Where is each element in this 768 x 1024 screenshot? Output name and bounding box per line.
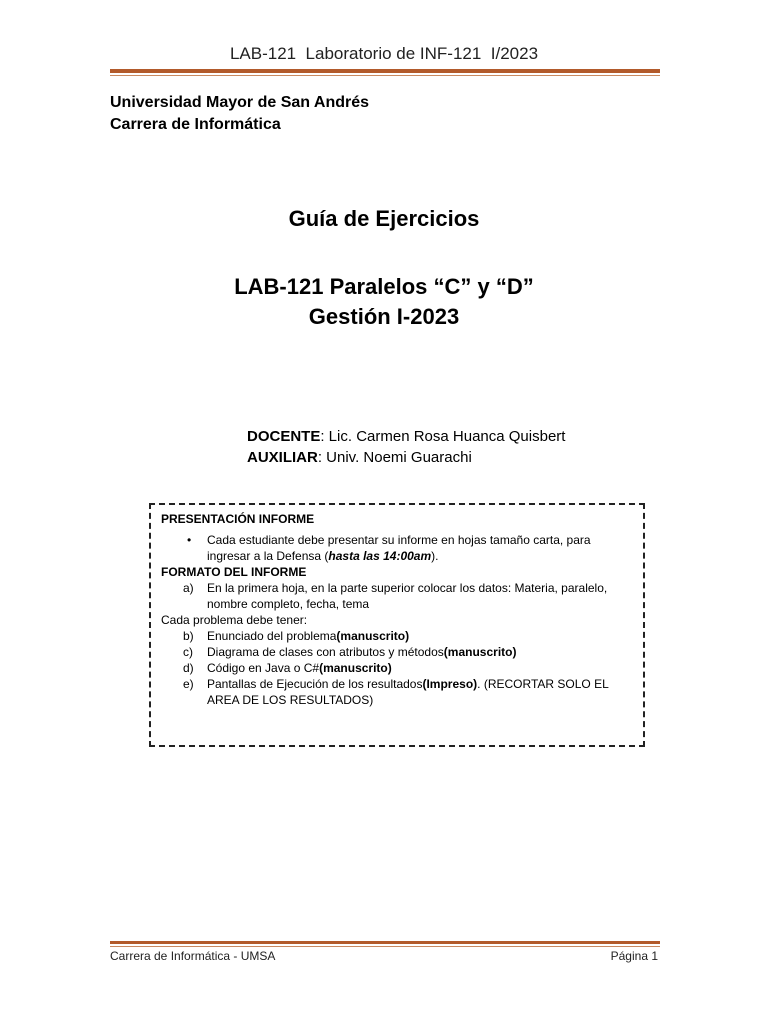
footer-page-number: Página 1 bbox=[610, 949, 658, 963]
format-item-a bbox=[161, 580, 633, 612]
assistant-name: : Univ. Noemi Guarachi bbox=[317, 449, 472, 466]
institution-block bbox=[110, 92, 369, 136]
list-item-bold: (manuscrito) bbox=[336, 629, 410, 643]
footer-rule-thick bbox=[110, 941, 660, 944]
list-item-bold: (manuscrito) bbox=[443, 645, 517, 659]
teacher-name: : Lic. Carmen Rosa Huanca Quisbert bbox=[320, 428, 566, 445]
footer-rule-thin bbox=[110, 946, 660, 947]
list-item bbox=[161, 628, 633, 644]
problem-intro: Cada problema debe tener: bbox=[161, 613, 308, 627]
list-item-marker: d) bbox=[183, 661, 194, 675]
teacher-label: DOCENTE bbox=[247, 428, 321, 445]
career-name: Carrera de Informática bbox=[110, 116, 281, 133]
presentation-deadline: hasta las 14:00am bbox=[328, 549, 432, 563]
format-heading: FORMATO DEL INFORME bbox=[161, 565, 307, 579]
course-title-block bbox=[0, 272, 768, 332]
list-item-marker: b) bbox=[183, 629, 194, 643]
term-line: Gestión I-2023 bbox=[308, 304, 460, 329]
assistant-row bbox=[247, 447, 565, 468]
format-item-a-marker: a) bbox=[183, 581, 194, 595]
footer-career: Carrera de Informática - UMSA bbox=[110, 949, 276, 963]
list-item-text: Enunciado del problema bbox=[207, 629, 337, 643]
presentation-item bbox=[161, 532, 633, 564]
header-title: LAB-121 Laboratorio de INF-121 I/2023 bbox=[229, 44, 539, 63]
bullet-icon: • bbox=[187, 533, 192, 547]
presentation-heading: PRESENTACIÓN INFORME bbox=[161, 512, 315, 526]
list-item-bold: (manuscrito) bbox=[319, 661, 392, 675]
list-item bbox=[161, 676, 633, 708]
assistant-label: AUXILIAR bbox=[247, 449, 318, 466]
list-item bbox=[161, 644, 633, 660]
list-item-marker: e) bbox=[183, 677, 194, 691]
list-item-text: Pantallas de Ejecución de los resultados bbox=[207, 677, 423, 691]
teacher-row bbox=[247, 426, 565, 447]
report-instructions-box bbox=[149, 503, 645, 747]
list-item-marker: c) bbox=[183, 645, 193, 659]
format-item-a-text: En la primera hoja, en la parte superior colocar los datos: Materia, paralelo, nombre completo, fecha, tema bbox=[207, 581, 608, 611]
university-name: Universidad Mayor de San Andrés bbox=[110, 94, 370, 111]
staff-block bbox=[247, 426, 565, 468]
list-item bbox=[161, 660, 633, 676]
header-rule-thin bbox=[110, 75, 660, 76]
header-rule-thick bbox=[110, 69, 660, 73]
list-item-tail: . (RECORTAR SOLO EL AREA DE LOS RESULTADOS) bbox=[207, 677, 609, 707]
list-item-text: Diagrama de clases con atributos y métodos bbox=[207, 645, 444, 659]
presentation-text-2: ). bbox=[431, 549, 439, 563]
guide-title: Guía de Ejercicios bbox=[288, 206, 480, 231]
list-item-bold: (Impreso) bbox=[422, 677, 478, 691]
course-line: LAB-121 Paralelos “C” y “D” bbox=[234, 274, 534, 299]
list-item-text: Código en Java o C# bbox=[207, 661, 320, 675]
presentation-text-1: Cada estudiante debe presentar su informe en hojas tamaño carta, para ingresar a la Defensa ( bbox=[207, 533, 591, 563]
